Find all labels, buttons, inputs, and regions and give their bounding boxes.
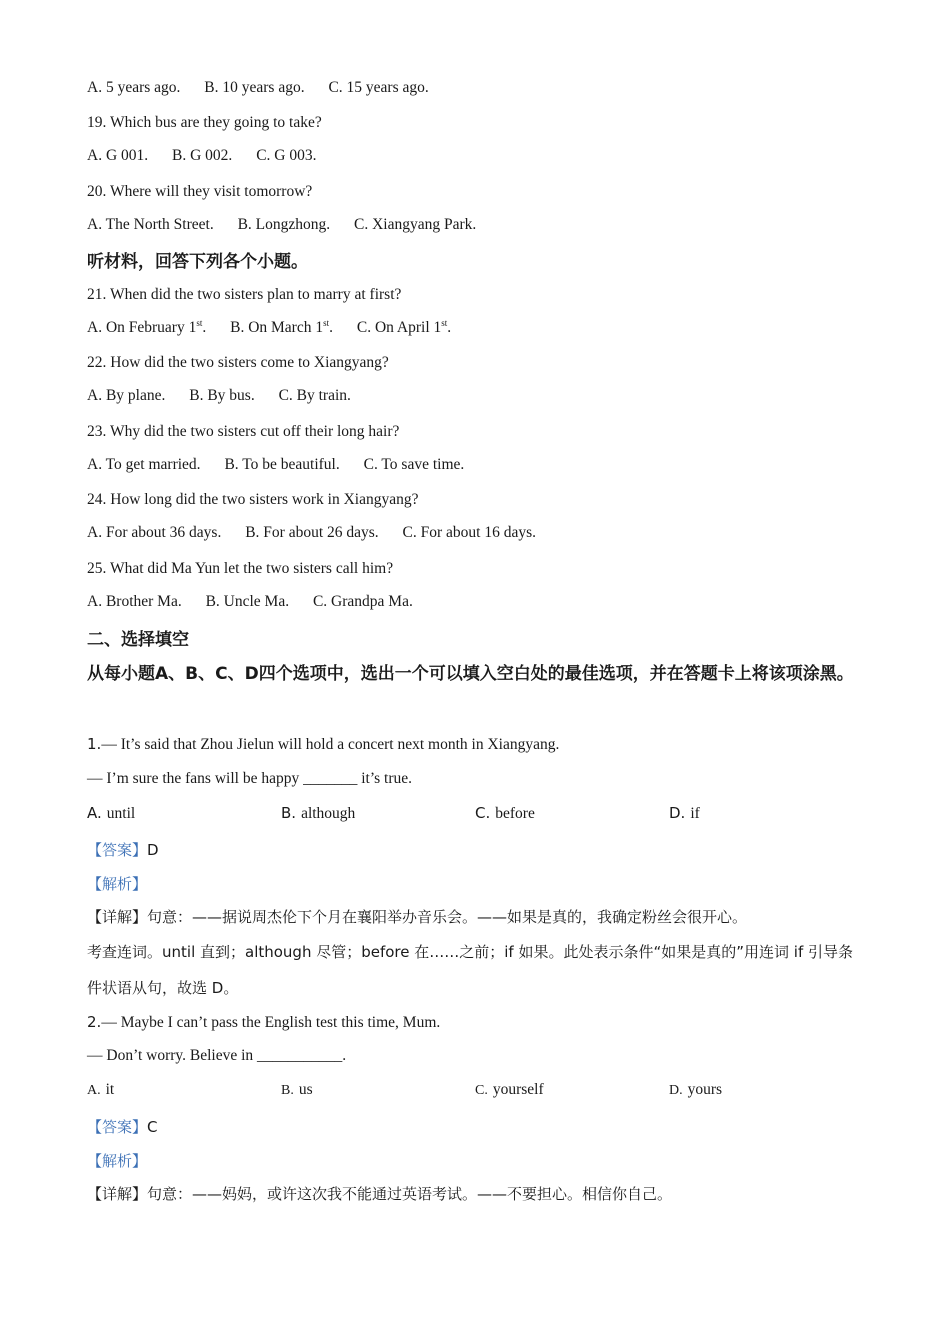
q1-option-a: A. until [87,804,136,822]
analysis-tag: 【解析】 [87,875,148,893]
q1-option-b: B. although [281,804,356,822]
question-25: 25. What did Ma Yun let the two sisters call him? [87,560,394,577]
question-22: 22. How did the two sisters come to Xiangyang? [87,354,389,371]
answer-value: C [147,1118,158,1136]
q2-option-c: C. yourself [475,1081,544,1098]
section-heading: 听材料，回答下列各个小题。 [87,252,308,272]
question-20: 20. Where will they visit tomorrow? [87,183,313,200]
option-c: C. Grandpa Ma. [312,593,413,610]
q18-options [87,78,429,98]
q1-analysis [87,874,147,895]
question-19: 19. Which bus are they going to take? [87,114,322,131]
option-c: C. 15 years ago. [328,79,429,96]
question-23: 23. Why did the two sisters cut off their long hair? [87,423,400,440]
option-c: C. G 003. [256,147,317,164]
question-24: 24. How long did the two sisters work in Xiangyang? [87,491,419,508]
detail-tag: 【详解】 [87,908,148,926]
q1-option-c: C. before [475,804,535,822]
detail-text: 句意：——据说周杰伦下个月在襄阳举办音乐会。——如果是真的，我确定粉丝会很开心。 [147,908,748,926]
q2-answer [87,1117,158,1138]
option-a: A. The North Street. [87,216,214,233]
option-c: C. By train. [278,387,351,404]
question-line: — Maybe I can’t pass the English test this time, Mum. [101,1014,441,1031]
q1-option-d: D. if [669,804,700,822]
q20-options [87,215,476,235]
option-b: B. To be beautiful. [224,456,340,473]
q22-options [87,386,351,406]
q2-option-a: A. it [87,1081,115,1098]
option-c: C. Xiangyang Park. [354,216,477,233]
q2-analysis [87,1151,147,1172]
q19-options [87,146,316,166]
question-number: 1. [87,735,102,753]
question-number: 2. [87,1013,102,1031]
q1-detail-explanation: 考查连词。until 直到；although 尽管；before 在……之前；if 如果。此处表示条件“如果是真的”用连词 if 引导条件状语从句，故选 D。 [87,943,854,997]
option-b: B. On March 1st. [230,317,333,336]
q1-detail [87,907,747,927]
option-a: A. G 001. [87,147,149,164]
detail-tag: 【详解】 [87,1185,148,1203]
option-a: A. By plane. [87,387,166,404]
option-b: B. Uncle Ma. [205,593,290,610]
question-2 [87,1012,440,1033]
part2-title: 二、选择填空 [87,630,189,650]
question-2-reply: — Don’t worry. Believe in ___________. [87,1047,347,1064]
option-a: A. 5 years ago. [87,79,181,96]
option-b: B. Longzhong. [237,216,331,233]
option-a: A. Brother Ma. [87,593,182,610]
option-b: B. By bus. [189,387,255,404]
q2-detail [87,1184,672,1204]
answer-tag: 【答案】 [87,1118,148,1136]
q24-options [87,523,536,543]
option-a: A. For about 36 days. [87,524,222,541]
question-line: — It’s said that Zhou Jielun will hold a concert next month in Xiangyang. [101,736,560,753]
option-c: C. To save time. [363,456,465,473]
answer-tag: 【答案】 [87,841,148,859]
q1-answer [87,840,159,861]
option-a: A. To get married. [87,456,201,473]
option-b: B. For about 26 days. [245,524,379,541]
q23-options [87,455,464,475]
q25-options [87,592,413,612]
q2-option-b: B. us [281,1081,313,1098]
analysis-tag: 【解析】 [87,1152,148,1170]
question-1-reply: — I’m sure the fans will be happy _______ it’s true. [87,770,413,787]
option-c: C. For about 16 days. [402,524,537,541]
answer-value: D [147,841,159,859]
question-1 [87,734,559,755]
option-a: A. On February 1st. [87,317,207,336]
option-b: B. 10 years ago. [204,79,305,96]
option-c: C. On April 1st. [356,317,452,336]
q21-options [87,318,451,338]
q2-option-d: D. yours [669,1081,723,1098]
question-21: 21. When did the two sisters plan to marry at first? [87,286,402,303]
detail-text: 句意：——妈妈，或许这次我不能通过英语考试。——不要担心。相信你自己。 [147,1185,673,1203]
option-b: B. G 002. [172,147,233,164]
part2-instruction: 从每小题A、B、C、D四个选项中，选出一个可以填入空白处的最佳选项，并在答题卡上将该项涂黑。 [87,664,854,684]
